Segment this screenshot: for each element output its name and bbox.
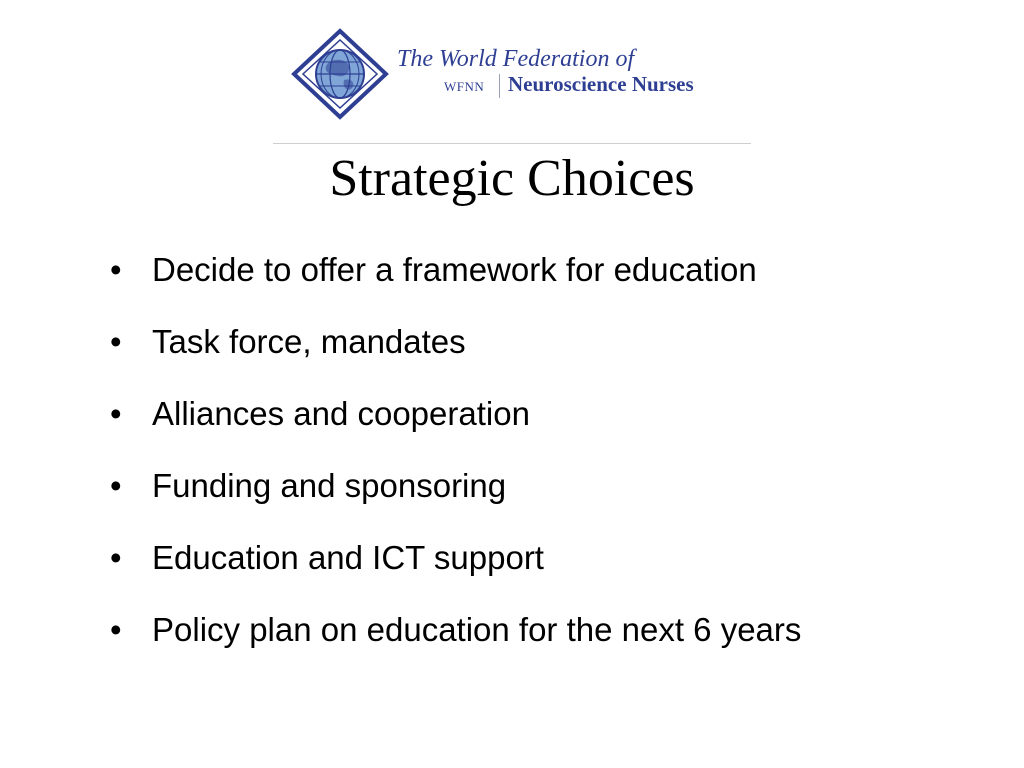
bullet-text: Policy plan on education for the next 6 years: [152, 611, 802, 648]
logo-line-1: The World Federation of: [397, 46, 635, 72]
title-rule: [273, 143, 751, 144]
bullet-dot: •: [110, 251, 122, 288]
bullet-text: Funding and sponsoring: [152, 467, 507, 504]
bullet-dot: •: [110, 467, 122, 504]
globe-emblem-icon: [290, 28, 390, 120]
bullet-text: Alliances and cooperation: [152, 395, 530, 432]
bullet-text: Decide to offer a framework for education: [152, 251, 757, 288]
bullet-dot: •: [110, 395, 122, 432]
logo-abbreviation: WFNN: [444, 79, 485, 94]
bullet-dot: •: [110, 611, 122, 648]
bullet-text: Education and ICT support: [152, 539, 544, 576]
bullet-text: Task force, mandates: [152, 323, 466, 360]
bullet-dot: •: [110, 323, 122, 360]
bullet-dot: •: [110, 539, 122, 576]
logo-divider: [499, 74, 500, 98]
logo-line-2: Neuroscience Nurses: [508, 72, 694, 96]
slide-title: Strategic Choices: [329, 150, 695, 207]
